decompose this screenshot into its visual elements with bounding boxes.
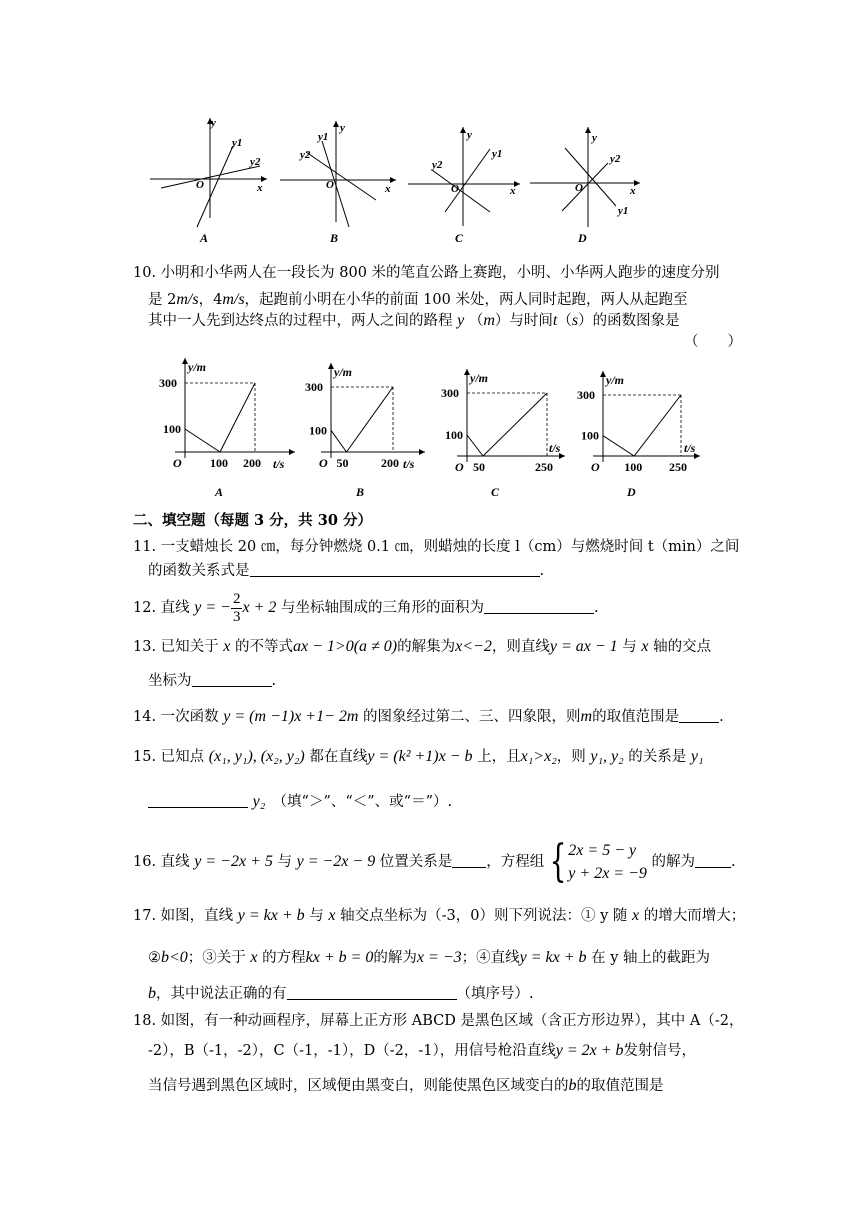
q17-line-2: ②b<0；③关于 x 的方程kx + b = 0的解为x = −3；④直线y = kx + b 在 y 轴上的截距为	[148, 949, 711, 966]
q10-graph-b-y-label: y/m	[334, 365, 352, 379]
q9-b-option-label: B	[330, 231, 339, 245]
q9-graph-a	[150, 117, 267, 245]
q9-graph-c	[408, 127, 520, 245]
q9-graph-b	[280, 121, 396, 245]
q9-d-y-axis-label: y	[592, 132, 597, 144]
q10-line-3: 其中一人先到达终点的过程中，两人之间的路程 y （m）与时间t（s）的函数图象是	[148, 312, 680, 329]
q13-line-1: 13. 已知关于 x 的不等式ax − 1>0(a ≠ 0)的解集为x<−2，则直线y = ax − 1 与 x 轴的交点	[133, 638, 712, 655]
q10-graph-d-option-label: D	[627, 485, 636, 499]
q9-d-origin: O	[575, 182, 583, 194]
q10-graph-d-y-label: y/m	[606, 373, 624, 387]
q10-graph-c-y-tick-100: 100	[445, 428, 463, 442]
q10-graph-a-segment-1	[185, 429, 220, 452]
q10-graphs	[0, 355, 860, 505]
q10-graph-d-segment-1	[603, 436, 634, 456]
q10-graph-b-segment-2	[347, 387, 394, 452]
q16-line: 16. 直线 y = −2x + 5 与 y = −2x − 9 位置关系是 ，方程组 { 2x = 5 − y y + 2x = −9 的解为 .	[133, 836, 736, 887]
q9-a-y-axis-label: y	[211, 117, 216, 129]
q10-graph-c-segment-1	[467, 435, 483, 456]
q9-graphs	[0, 0, 860, 260]
q10-graph-c-option-label: C	[491, 485, 500, 499]
q9-d-x-axis-label: x	[630, 185, 636, 197]
q12-fraction: $\frac{2}{3}$	[232, 590, 241, 625]
q10-graph-a-x-tick-1: 100	[210, 456, 228, 470]
q9-a-y2-label: y2	[250, 156, 261, 168]
q10-graph-c-segment-2	[483, 393, 547, 456]
q10-graph-a-option-label: A	[215, 485, 224, 499]
q10-graph-d-segment-2	[634, 395, 681, 456]
q16-solution-blank[interactable]	[695, 853, 731, 868]
q10-graph-a-origin: O	[173, 456, 182, 470]
q10-graph-d-y-tick-300: 300	[577, 388, 595, 402]
q11-answer-blank[interactable]	[250, 562, 540, 577]
q10-graph-b-y-tick-300: 300	[305, 380, 323, 394]
q9-b-x-axis-label: x	[385, 183, 391, 195]
q9-b-y-axis-label: y	[340, 122, 345, 134]
q9-graph-d	[530, 127, 640, 245]
q15-answer-blank[interactable]	[148, 793, 248, 808]
q10-graph-b-x-tick-2: 200	[381, 456, 399, 470]
q12-answer-blank[interactable]	[484, 599, 594, 614]
q9-c-x-axis-label: x	[510, 185, 516, 197]
q10-graph-c-x-tick-2: 250	[535, 460, 553, 474]
q18-line-2: -2），B（-1，-2），C（-1，-1），D（-2，-1），用信号枪沿直线y = 2x + b发射信号，	[148, 1042, 697, 1059]
q10-graph-b-x-label: t/s	[403, 457, 415, 471]
q9-b-y1-label: y1	[318, 131, 329, 143]
q10-graph-b-x-arrow	[419, 449, 425, 455]
q9-c-option-label: C	[455, 231, 464, 245]
q16-relation-blank[interactable]	[452, 853, 486, 868]
q9-b-origin: O	[326, 179, 334, 191]
q14-line: 14. 一次函数 y = (m −1)x +1− 2m 的图象经过第二、三、四象限，则m的取值范围是 .	[133, 708, 724, 725]
q9-c-y-axis-label: y	[467, 129, 472, 141]
q10-graph-a-x-tick-2: 200	[243, 456, 261, 470]
q10-line-2: 是 2m/s，4m/s，起跑前小明在小华的前面 100 米处，两人同时起跑，两人从起跑至	[148, 291, 688, 308]
q13-line-2: 坐标为 .	[148, 673, 277, 689]
q10-graph-d-y-tick-100: 100	[581, 428, 599, 443]
q10-graph-b-segment-1	[331, 430, 347, 452]
q10-graph-a-y-tick-100: 100	[163, 422, 181, 436]
q9-d-y1-label: y1	[618, 205, 629, 217]
q9-d-option-label: D	[578, 231, 587, 245]
q9-b-y2-label: y2	[300, 149, 311, 161]
q10-graph-d-x-label: t/s	[684, 441, 696, 455]
q10-answer-paren: （ ）	[684, 334, 742, 350]
q18-line-3: 当信号遇到黑色区域时，区域便由黑变白，则能使黑色区域变白的b的取值范围是	[148, 1077, 664, 1094]
q9-c-origin: O	[451, 183, 459, 195]
q9-a-y1-label: y1	[232, 137, 243, 149]
q10-graph-c-y-label: y/m	[470, 371, 488, 385]
q17-answer-blank[interactable]	[287, 985, 457, 1000]
q9-a-origin: O	[196, 179, 204, 191]
q18-line-1: 18. 如图，有一种动画程序，屏幕上正方形 ABCD 是黑色区域（含正方形边界），其中 A（-2，	[133, 1013, 744, 1029]
section-2-title: 二、填空题（每题 3 分，共 30 分）	[133, 512, 372, 529]
q10-graph-c-y-tick-300: 300	[441, 386, 459, 400]
q10-graph-a-segment-2	[220, 383, 255, 452]
q9-c-y2-label: y2	[432, 159, 443, 171]
q17-line-1: 17. 如图，直线 y = kx + b 与 x 轴交点坐标为（-3，0）则下列说法：① y 随 x 的增大而增大；	[133, 907, 746, 924]
q10-graph-a-x-label: t/s	[273, 457, 285, 471]
q9-a-x-axis-label: x	[257, 182, 263, 194]
q10-graph-a-x-arrow	[289, 449, 295, 455]
q12-line: 12. 直线 y = − $\frac{2}{3}$ x + 2 与坐标轴围成的三角形的面积为 .	[133, 590, 599, 625]
q10-graph-c-origin: O	[455, 460, 464, 474]
q11-line-2: 的函数关系式是 .	[148, 563, 545, 579]
q15-line-2: y₂ （填“＞”、“＜”、或“＝”）.	[148, 792, 452, 812]
q15-line-1: 15. 已知点 (x₁, y₁), (x₂, y₂) 都在直线y = (k² +1)x − b 上，且x₁>x₂，则 y₁, y₂ 的关系是 y₁	[133, 748, 704, 765]
q14-answer-blank[interactable]	[679, 708, 719, 723]
q10-line-1: 10. 小明和小华两人在一段长为 800 米的笔直公路上赛跑，小明、小华两人跑步的速度分别	[133, 265, 720, 281]
q9-a-option-label: A	[200, 231, 209, 245]
q10-graph-c-x-label: t/s	[549, 441, 561, 455]
q10-graph-d-x-tick-1: 100	[624, 460, 643, 474]
q9-c-y1-label: y1	[492, 148, 503, 160]
q10-graph-d-origin: O	[591, 460, 600, 474]
q17-line-3: b，其中说法正确的有 （填序号）.	[148, 985, 534, 1002]
q16-equation-system: 2x = 5 − y y + 2x = −9	[568, 842, 647, 882]
q11-line-1: 11. 一支蜡烛长 20 ㎝，每分钟燃烧 0.1 ㎝，则蜡烛的长度 l（cm）与燃烧时间 t（min）之间	[133, 539, 740, 555]
q16-system-brace: {	[549, 836, 567, 887]
q10-graph-b-y-tick-100: 100	[309, 423, 327, 438]
q10-graph-a-y-tick-300: 300	[159, 376, 177, 390]
q9-d-y2-label: y2	[610, 153, 621, 165]
q10-graph-c-x-tick-1: 50	[473, 460, 485, 474]
q13-answer-blank[interactable]	[192, 672, 272, 687]
q10-graph-d-x-tick-2: 250	[669, 460, 687, 474]
q10-graph-a-y-label: y/m	[188, 360, 206, 374]
q10-graph-b-origin: O	[319, 456, 328, 470]
q10-graph-b-option-label: B	[356, 485, 365, 499]
q10-graph-b-x-tick-1: 50	[336, 456, 349, 470]
